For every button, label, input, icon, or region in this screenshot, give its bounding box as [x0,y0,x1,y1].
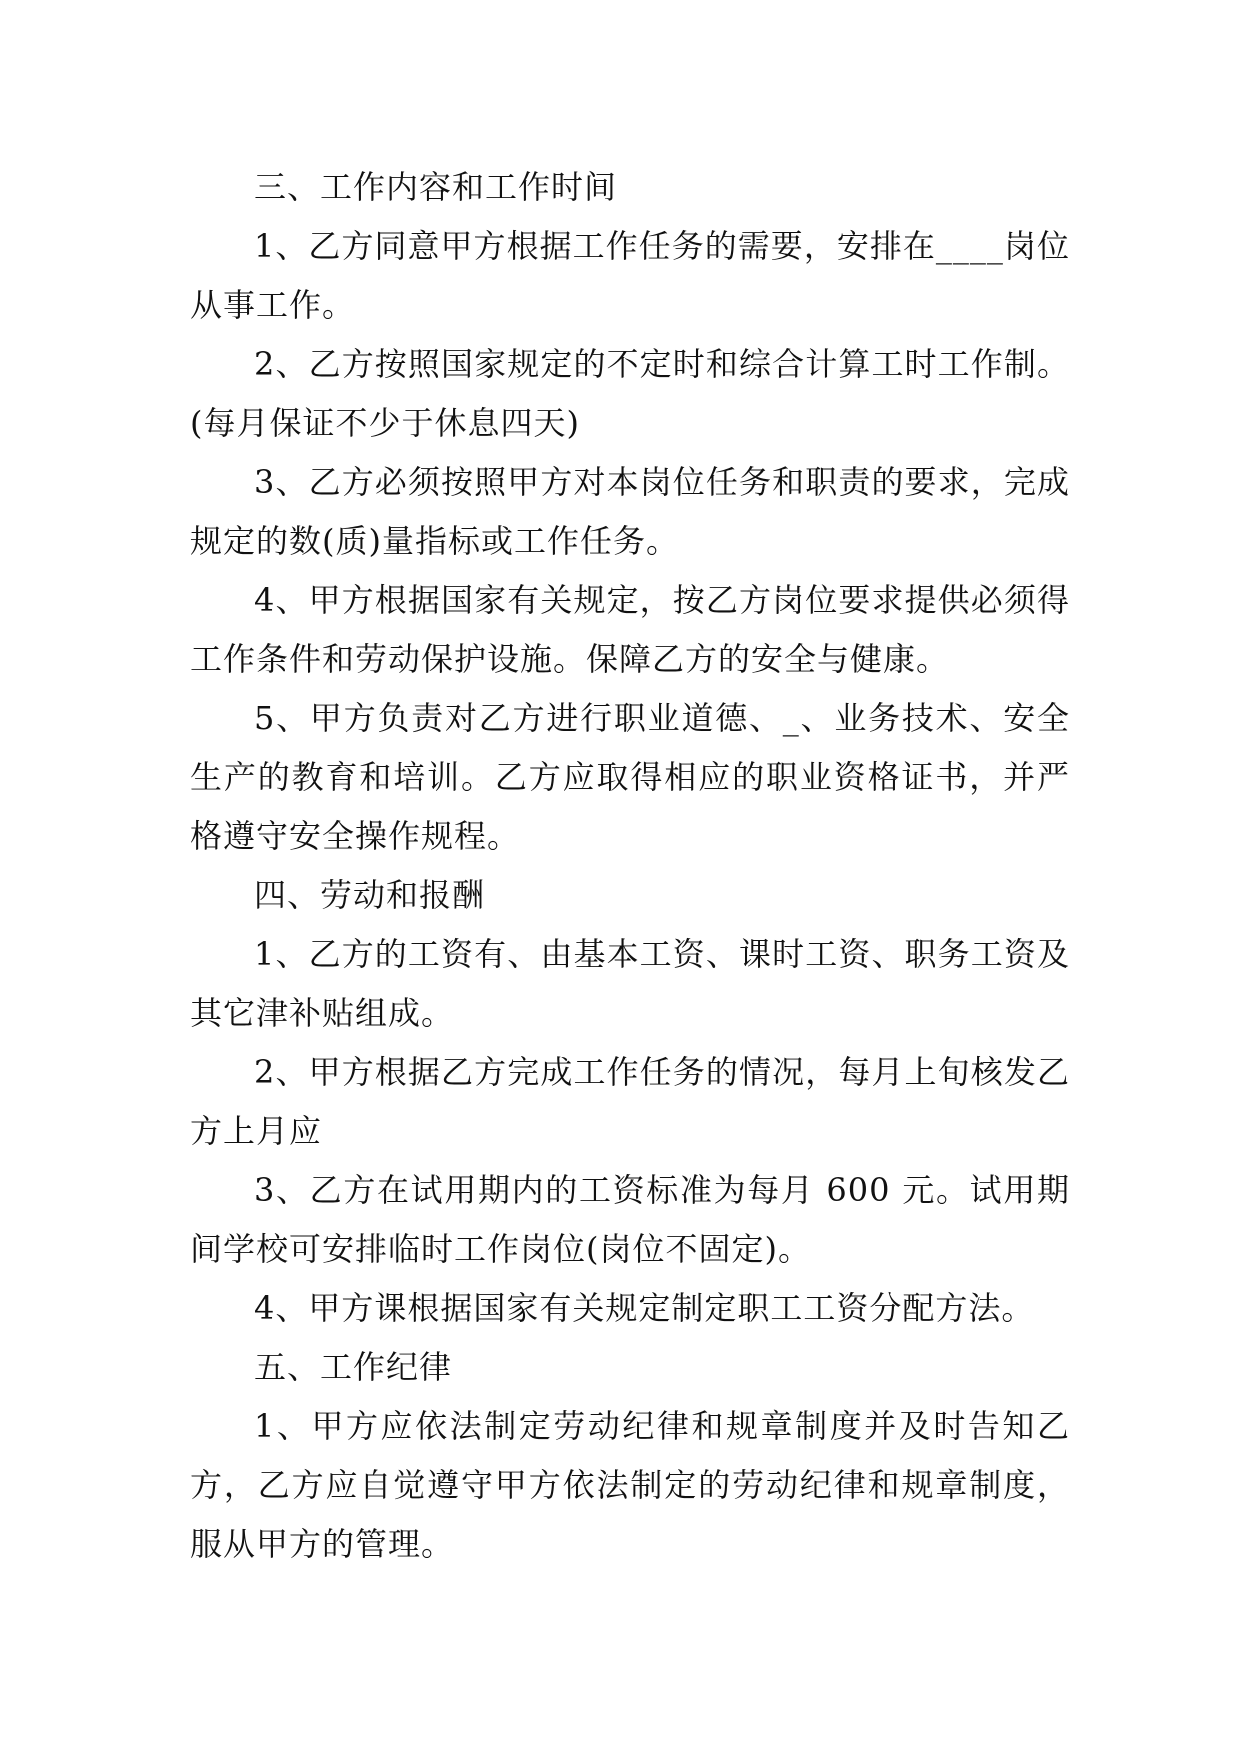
clause-3-4: 4、甲方根据国家有关规定，按乙方岗位要求提供必须得工作条件和劳动保护设施。保障乙方的安全与健康。 [190,581,1070,678]
clause-4-4: 4、甲方课根据国家有关规定制定职工工资分配方法。 [254,1289,1035,1327]
section-heading-labor-pay: 四、劳动和报酬 [254,876,486,914]
clause-4-1: 1、乙方的工资有、由基本工资、课时工资、职务工资及其它津补贴组成。 [190,935,1070,1032]
clause-3-1: 1、乙方同意甲方根据工作任务的需要，安排在____岗位从事工作。 [190,227,1070,324]
document-body [190,158,1070,1574]
clause-3-5: 5、甲方负责对乙方进行职业道德、_、业务技术、安全生产的教育和培训。乙方应取得相应的职业资格证书，并严格遵守安全操作规程。 [190,699,1070,855]
clause-3-2: 2、乙方按照国家规定的不定时和综合计算工时工作制。(每月保证不少于休息四天) [190,345,1070,442]
section-heading-work-content: 三、工作内容和工作时间 [254,168,618,206]
clause-3-3: 3、乙方必须按照甲方对本岗位任务和职责的要求，完成规定的数(质)量指标或工作任务。 [190,463,1070,560]
clause-4-3: 3、乙方在试用期内的工资标准为每月 600 元。试用期间学校可安排临时工作岗位(岗位不固定)。 [190,1171,1070,1268]
section-heading-discipline: 五、工作纪律 [254,1348,453,1386]
clause-4-2: 2、甲方根据乙方完成工作任务的情况，每月上旬核发乙方上月应 [190,1053,1070,1150]
clause-5-1: 1、甲方应依法制定劳动纪律和规章制度并及时告知乙方，乙方应自觉遵守甲方依法制定的劳动纪律和规章制度，服从甲方的管理。 [190,1407,1070,1563]
